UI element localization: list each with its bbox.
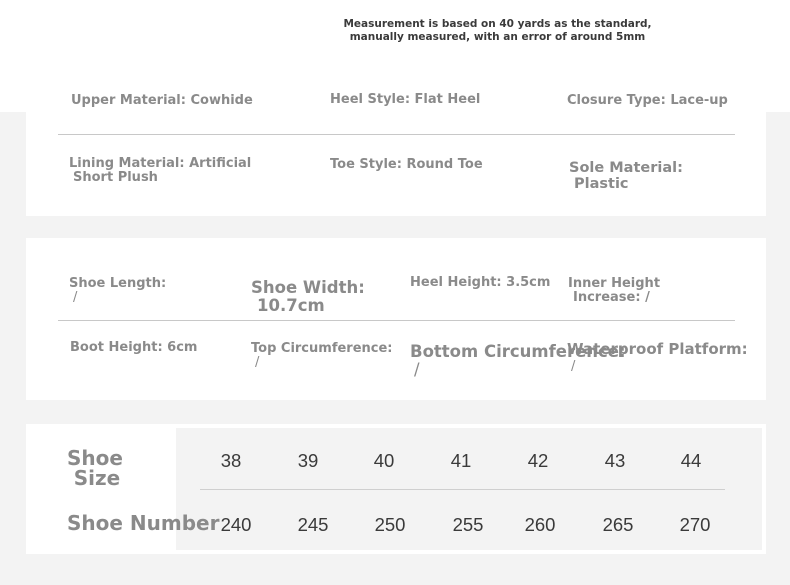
lining-material — [69, 157, 251, 185]
sole-material-line-2: Plastic — [574, 176, 629, 192]
size-cell: 38 — [220, 450, 242, 471]
measurement-note — [300, 18, 695, 44]
top-circumference — [251, 342, 393, 370]
shoe-length — [69, 277, 166, 305]
closure-type: Closure Type: Lace-up — [567, 93, 728, 108]
shoe-length-label: Shoe Length: — [69, 276, 167, 291]
size-cell: 42 — [527, 450, 549, 471]
boot-height: Boot Height: 6cm — [70, 340, 198, 355]
inner-height-line-1: Inner Height — [568, 276, 661, 291]
waterproof-platform — [567, 341, 748, 375]
shoe-size-header-line-2: Size — [73, 466, 121, 490]
number-cell: 265 — [602, 514, 634, 535]
toe-style: Toe Style: Round Toe — [330, 157, 483, 172]
number-cell: 260 — [524, 514, 556, 535]
size-cell: 44 — [680, 450, 702, 471]
size-cell: 39 — [297, 450, 319, 471]
top-circumference-value: / — [255, 355, 260, 370]
materials-divider — [58, 134, 735, 135]
shoe-length-value: / — [73, 290, 78, 305]
sole-material — [569, 160, 683, 192]
number-cell: 255 — [452, 514, 484, 535]
size-cell: 43 — [604, 450, 626, 471]
upper-material: Upper Material: Cowhide — [71, 93, 253, 108]
inner-height-line-2: Increase: / — [573, 290, 650, 305]
number-cell: 250 — [374, 514, 406, 535]
bottom-circumference-label: Bottom Circumference: — [410, 342, 626, 361]
size-cell: 40 — [373, 450, 395, 471]
number-cell: 270 — [679, 514, 711, 535]
note-line-2: manually measured, with an error of around 5mm — [349, 31, 646, 43]
shoe-width-value: 10.7cm — [257, 296, 325, 315]
lining-material-line-1: Lining Material: Artificial — [69, 156, 252, 171]
dimensions-divider — [58, 320, 735, 321]
dimensions-panel — [26, 238, 766, 400]
lining-material-line-2: Short Plush — [73, 170, 158, 185]
heel-style: Heel Style: Flat Heel — [330, 92, 481, 107]
shoe-size-header — [67, 448, 123, 488]
shoe-size-header-line-1: Shoe — [67, 446, 123, 470]
heel-height: Heel Height: 3.5cm — [410, 275, 551, 290]
number-cell: 240 — [220, 514, 252, 535]
waterproof-platform-value: / — [571, 359, 576, 374]
top-circumference-label: Top Circumference: — [251, 341, 393, 356]
shoe-width-label: Shoe Width: — [251, 278, 365, 297]
sole-material-line-1: Sole Material: — [569, 160, 683, 176]
bottom-circumference-value: / — [414, 360, 420, 379]
size-table-divider — [200, 489, 725, 490]
shoe-number-header: Shoe Number — [67, 511, 220, 535]
size-cell: 41 — [450, 450, 472, 471]
shoe-width — [251, 279, 365, 315]
note-line-1: Measurement is based on 40 yards as the standard, — [343, 18, 652, 30]
inner-height-increase — [568, 277, 660, 305]
waterproof-platform-label: Waterproof Platform: — [567, 340, 748, 358]
number-cell: 245 — [297, 514, 329, 535]
